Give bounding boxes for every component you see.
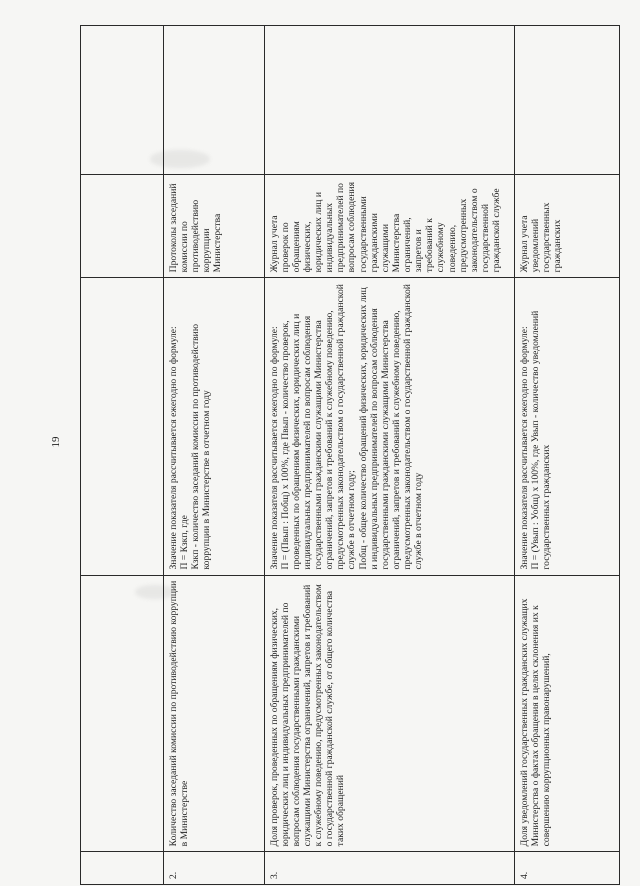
source-cell-text: Протоколы заседаний комиссии по противодействию коррупции Министерства <box>167 183 223 273</box>
source-cell-text: Журнал учета уведомлений государственных гражданских <box>518 202 564 273</box>
formula-cell <box>514 278 619 575</box>
extra-cell <box>81 26 164 175</box>
source-cell <box>264 175 514 278</box>
formula-cell <box>163 278 264 575</box>
indicator-cell-text: Количество заседаний комиссии по противодействию коррупции в Министерстве <box>167 580 190 847</box>
formula-cell-text: П = Кзкп, где <box>178 515 190 570</box>
page-number: 19 <box>50 436 62 448</box>
indicator-cell <box>81 575 164 852</box>
indicator-cell <box>264 575 514 852</box>
table-row <box>264 26 514 885</box>
source-cell <box>514 175 619 278</box>
row-number: 4. <box>514 852 619 885</box>
indicator-cell-text: Доля уведомлений государственных гражданских служащих Министерства о фактах обращения в целях склонения их к совершению коррупционных правонарушений, <box>518 598 553 847</box>
indicator-cell <box>514 575 619 852</box>
indicator-cell-text: Доля проверок, проведенных по обращениям физических, юридических лиц и индивидуальных предпринимателей по вопросам соблюдения государственными гражданскими служащими Министерства ограничений, запретов и требований к служебному поведению, предусмотренных законодательством о государственной гражданской службе, от общего количества таких обращений <box>268 584 347 847</box>
extra-cell <box>514 26 619 175</box>
source-cell-text: Журнал учета проверок по обращениям физических, юридических лиц и индивидуальных предпринимателей по вопросам соблюдения государственными гражданскими служащими Министерства ограничений, запретов и требований к служебному поведению, предусмотренных законодательством о государственной гражданской службе <box>268 181 503 273</box>
table-row <box>514 26 619 885</box>
formula-cell-text: Значение показателя рассчитывается ежегодно по формуле: <box>518 326 530 570</box>
row-number: 3. <box>264 852 514 885</box>
source-cell <box>81 175 164 278</box>
formula-cell-text: П = (Увып : Уобщ) x 100%, где Увып - количество уведомлений государственных гражданских <box>529 310 553 570</box>
row-number: 2. <box>163 852 264 885</box>
table-row <box>81 26 164 885</box>
indicators-table <box>80 25 620 885</box>
formula-cell <box>264 278 514 575</box>
indicator-cell <box>163 575 264 852</box>
formula-cell-text: Значение показателя рассчитывается ежегодно по формуле: <box>268 326 280 570</box>
row-number <box>81 852 164 885</box>
formula-cell-text: Побщ - общее количество обращений физических, юридических лиц и индивидуальных предпринимателей по вопросам соблюдения государственными гражданскими служащими Министерства ограничений, запретов и требований к служебному поведению, предусмотренных законодательством о государственной гражданской службе в отчетном году <box>357 284 425 570</box>
table-row <box>163 26 264 885</box>
extra-cell <box>163 26 264 175</box>
formula-cell <box>81 278 164 575</box>
extra-cell <box>264 26 514 175</box>
rotated-table-container <box>80 25 620 885</box>
formula-cell-text: Значение показателя рассчитывается ежегодно по формуле: <box>167 326 179 570</box>
source-cell <box>163 175 264 278</box>
formula-cell-text: Кзкп - количество заседаний комиссии по противодействию коррупции в Министерстве в отчетном году <box>189 324 212 570</box>
formula-cell-text: П = (Пвып : Побщ) x 100%, где Пвып - количество проверок, проведенных по обращениям физических, юридических лиц и индивидуальных предпринимателей по вопросам соблюдения государственными гражданскими служащими Министерства ограничений, запретов и требований к служебному поведению, предусмотренных законодательством о государственной гражданской службе в отчетном году; <box>279 284 358 570</box>
